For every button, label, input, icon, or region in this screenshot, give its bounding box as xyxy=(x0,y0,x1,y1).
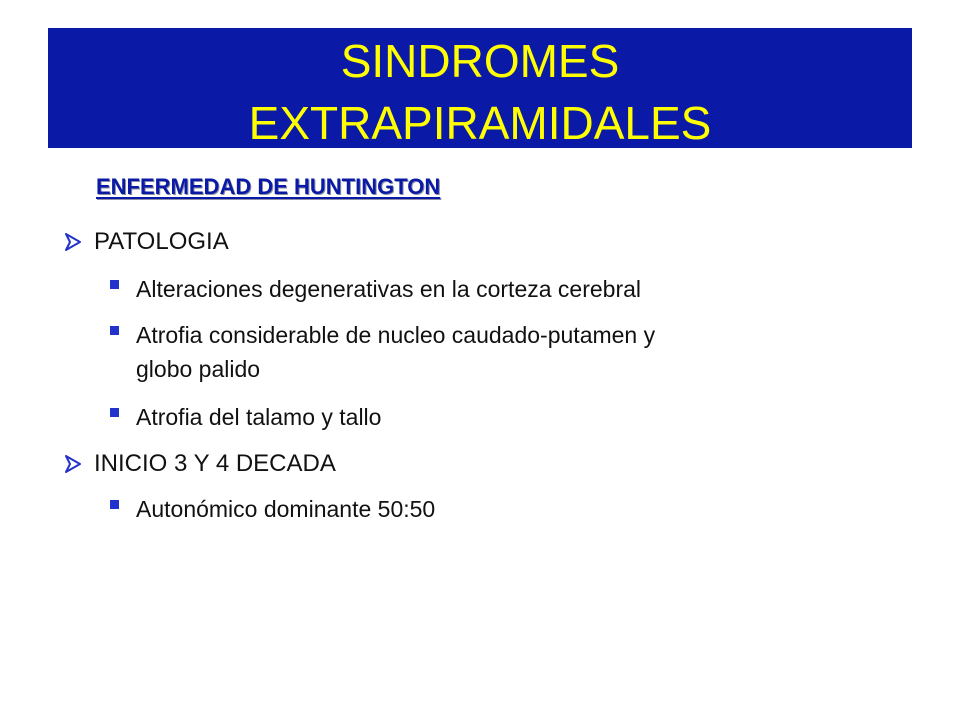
square-bullet-icon xyxy=(110,280,119,289)
square-bullet-icon xyxy=(110,500,119,509)
sub-bullet-text: globo palido xyxy=(136,356,261,382)
bullet-label: INICIO 3 Y 4 DECADA xyxy=(94,450,336,477)
slide-subtitle: ENFERMEDAD DE HUNTINGTON xyxy=(96,174,441,199)
arrow-bullet-icon xyxy=(62,453,84,475)
square-bullet-icon xyxy=(110,326,119,335)
arrow-bullet-icon xyxy=(62,231,84,253)
sub-bullet-text: Alteraciones degenerativas en la corteza cerebral xyxy=(136,276,642,302)
sub-bullet-text: Atrofia del talamo y tallo xyxy=(136,404,382,430)
bullet-label: PATOLOGIA xyxy=(94,228,229,255)
title-band xyxy=(48,28,912,148)
sub-bullet-text: Autonómico dominante 50:50 xyxy=(136,496,436,522)
square-bullet-icon xyxy=(110,408,119,417)
slide-title-line-2: EXTRAPIRAMIDALES xyxy=(248,97,712,149)
slide-title-line-1: SINDROMES xyxy=(340,35,620,87)
sub-bullet-text: Atrofia considerable de nucleo caudado-putamen y xyxy=(136,322,656,348)
